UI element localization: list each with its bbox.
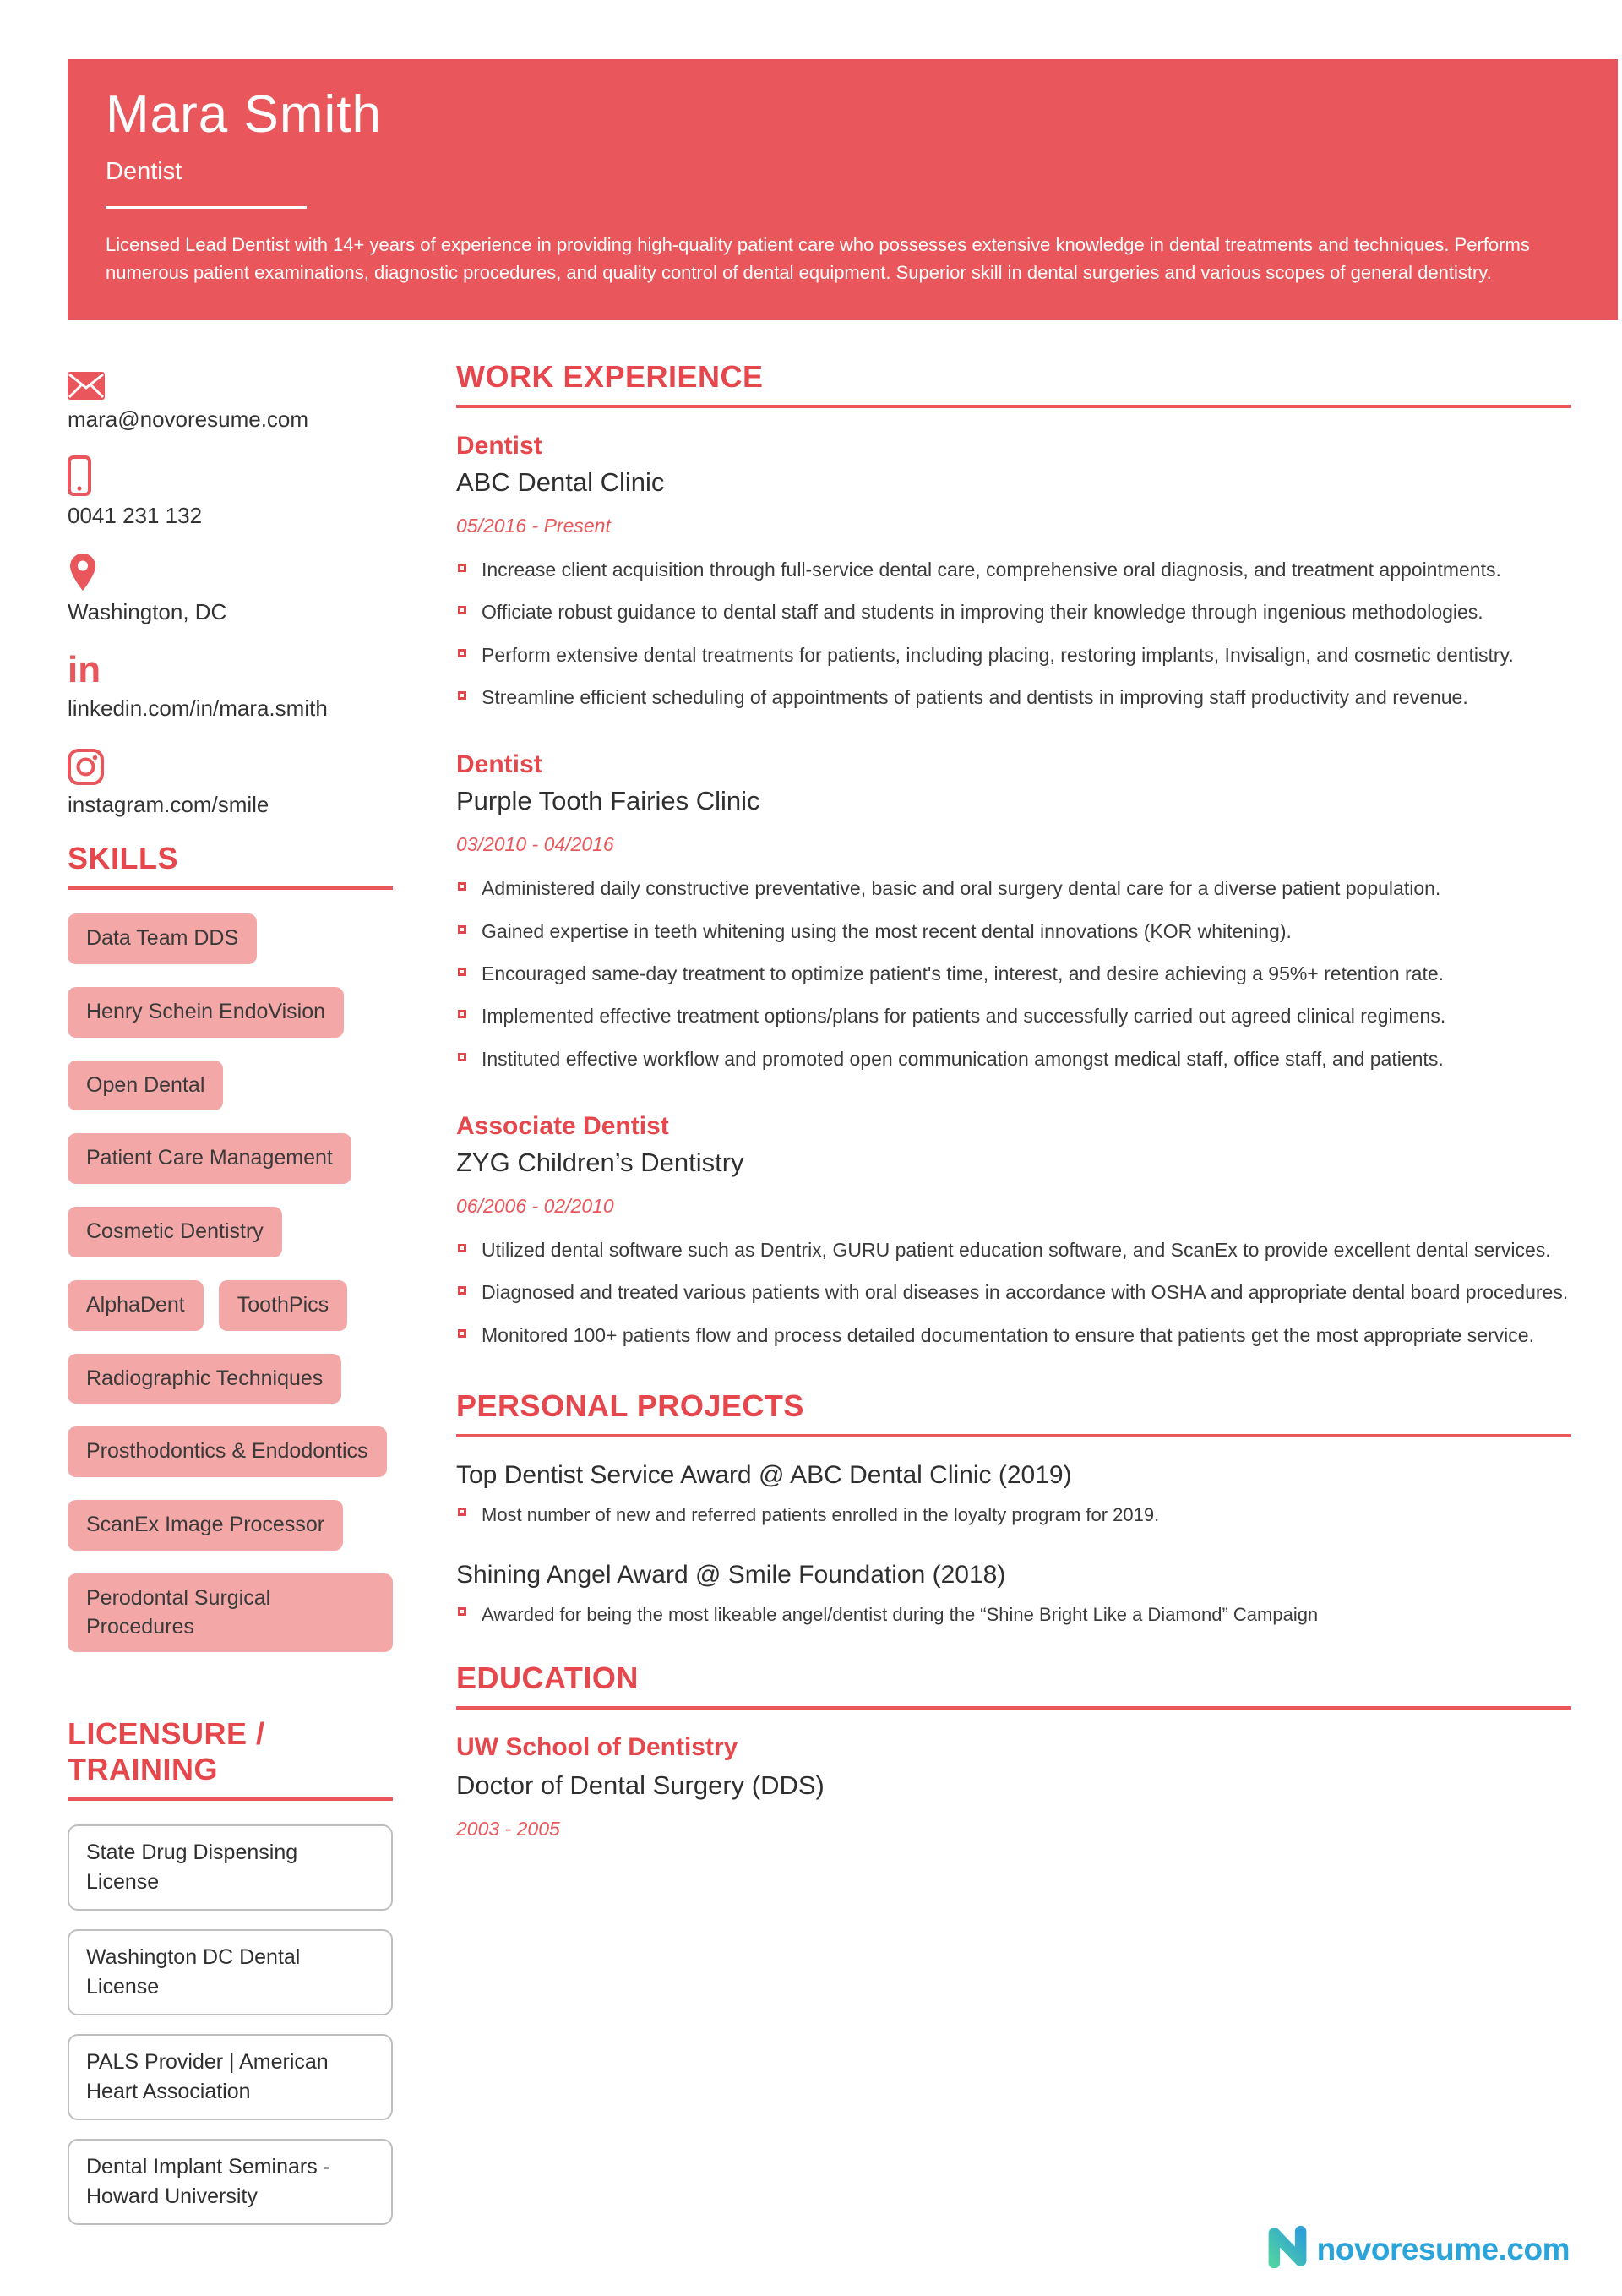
- job-bullets: [456, 556, 1571, 712]
- degree-name: Doctor of Dental Surgery (DDS): [456, 1770, 825, 1800]
- bullet-text: Perform extensive dental treatments for patients, including placing, restoring implants, Invisalign, and cosmetic dentistry.: [482, 643, 1514, 666]
- square-bullet-icon: [458, 1607, 466, 1616]
- square-bullet-icon: [458, 1286, 466, 1295]
- email-value: mara@novoresume.com: [68, 406, 309, 432]
- bullet-item: [456, 1279, 1571, 1306]
- education-entry: [456, 1733, 1571, 1841]
- skill-pill: Open Dental: [68, 1061, 223, 1111]
- school-name: UW School of Dentistry: [456, 1732, 738, 1761]
- linkedin-value: linkedin.com/in/mara.smith: [68, 695, 328, 721]
- bullet-item: [456, 1045, 1571, 1073]
- license-item: PALS Provider | American Heart Association: [68, 2034, 393, 2120]
- mail-icon: [68, 359, 393, 400]
- education-heading: EDUCATION: [456, 1661, 1571, 1710]
- bullet-text: Awarded for being the most likeable angel/dentist during the “Shine Bright Like a Diamond” Campaign: [482, 1604, 1319, 1626]
- contact-email: [68, 359, 393, 433]
- project-entry: [456, 1461, 1571, 1529]
- bullet-text: Increase client acquisition through full-service dental care, comprehensive oral diagnosis, and treatment appointments.: [482, 559, 1501, 581]
- project-title: Top Dentist Service Award @ ABC Dental Clinic (2019): [456, 1461, 1072, 1490]
- skill-pill: Data Team DDS: [68, 913, 257, 964]
- person-name: Mara Smith: [106, 85, 382, 144]
- job-entry: [456, 750, 1571, 1073]
- instagram-icon: [68, 744, 393, 785]
- square-bullet-icon: [458, 1244, 466, 1252]
- instagram-value: instagram.com/smile: [68, 792, 269, 817]
- personal-projects-heading: PERSONAL PROJECTS: [456, 1388, 1571, 1437]
- contact-instagram: [68, 744, 393, 818]
- education-date-range: 2003 - 2005: [456, 1817, 560, 1840]
- skill-pill: Radiographic Techniques: [68, 1354, 341, 1404]
- location-value: Washington, DC: [68, 599, 227, 624]
- bullet-item: [456, 641, 1571, 669]
- license-item: Dental Implant Seminars - Howard University: [68, 2139, 393, 2225]
- job-bullets: [456, 1236, 1571, 1350]
- skills-list: [68, 913, 393, 1652]
- linkedin-icon: in: [68, 649, 101, 690]
- job-entry: [456, 432, 1571, 712]
- project-entry: [456, 1561, 1571, 1628]
- company-name: ABC Dental Clinic: [456, 467, 665, 497]
- bullet-item: [456, 1502, 1571, 1529]
- phone-value: 0041 231 132: [68, 503, 203, 528]
- novoresume-site-text: novoresume.com: [1316, 2231, 1570, 2266]
- job-title: Dentist: [456, 432, 542, 460]
- phone-icon: [68, 455, 393, 496]
- bullet-text: Most number of new and referred patients enrolled in the loyalty program for 2019.: [482, 1504, 1160, 1526]
- bullet-item: [456, 1002, 1571, 1030]
- content-columns: [0, 320, 1622, 2244]
- company-name: ZYG Children’s Dentistry: [456, 1148, 744, 1178]
- bullet-item: [456, 684, 1571, 712]
- project-title: Shining Angel Award @ Smile Foundation (2018): [456, 1561, 1006, 1590]
- square-bullet-icon: [458, 968, 466, 976]
- bullet-text: Utilized dental software such as Dentrix, GURU patient education software, and ScanEx to provide excellent dental services.: [482, 1239, 1551, 1262]
- license-item: State Drug Dispensing License: [68, 1824, 393, 1911]
- skill-pill: Henry Schein EndoVision: [68, 987, 344, 1038]
- skill-pill: ScanEx Image Processor: [68, 1500, 343, 1551]
- square-bullet-icon: [458, 691, 466, 700]
- bullet-text: Monitored 100+ patients flow and process detailed documentation to ensure that patients get the most appropriate service.: [482, 1323, 1534, 1346]
- bullet-item: [456, 875, 1571, 903]
- resume-header: [68, 59, 1618, 320]
- bullet-item: [456, 598, 1571, 626]
- job-title: Associate Dentist: [456, 1112, 669, 1141]
- work-experience-heading: WORK EXPERIENCE: [456, 359, 1571, 408]
- job-title: Dentist: [456, 750, 542, 779]
- square-bullet-icon: [458, 1010, 466, 1018]
- square-bullet-icon: [458, 1329, 466, 1338]
- summary-text: Licensed Lead Dentist with 14+ years of experience in providing high-quality patient care who possesses extensive knowledge in dental treatments and techniques. Performs numerous patient examinations, diagnostic procedures, and quality control of dental equipment. Superior skill in dental surgeries and various scopes of general dentistry.: [106, 234, 1530, 283]
- date-range: 03/2010 - 04/2016: [456, 833, 614, 856]
- bullet-text: Implemented effective treatment options/plans for patients and successfully carried out agreed clinical regimens.: [482, 1005, 1446, 1028]
- bullet-text: Officiate robust guidance to dental staff and students in improving their knowledge through ingenious methodologies.: [482, 601, 1483, 624]
- right-column: [456, 359, 1571, 2244]
- bullet-text: Administered daily constructive preventative, basic and oral surgery dental care for a diverse patient population.: [482, 877, 1441, 900]
- skill-pill: Patient Care Management: [68, 1133, 351, 1184]
- bullet-item: [456, 1601, 1571, 1628]
- licensure-list: [68, 1824, 393, 2225]
- skill-pill: Cosmetic Dentistry: [68, 1207, 282, 1257]
- skill-pill: ToothPics: [219, 1280, 347, 1331]
- skills-heading: SKILLS: [68, 841, 393, 890]
- skill-pill: AlphaDent: [68, 1280, 204, 1331]
- bullet-item: [456, 918, 1571, 946]
- header-divider: [106, 206, 307, 209]
- job-entry: [456, 1112, 1571, 1350]
- contact-linkedin: [68, 648, 393, 722]
- skill-pill: Prosthodontics & Endodontics: [68, 1426, 387, 1477]
- bullet-item: [456, 1322, 1571, 1350]
- skill-pill: Perodontal Surgical Procedures: [68, 1573, 393, 1653]
- bullet-text: Gained expertise in teeth whitening using the most recent dental innovations (KOR whitening).: [482, 919, 1292, 942]
- square-bullet-icon: [458, 649, 466, 657]
- novoresume-logo[interactable]: [1266, 2226, 1570, 2272]
- bullet-text: Diagnosed and treated various patients with oral diseases in accordance with OSHA and appropriate dental board procedures.: [482, 1281, 1569, 1304]
- bullet-item: [456, 1236, 1571, 1264]
- bullet-item: [456, 960, 1571, 988]
- contact-phone: [68, 455, 393, 529]
- licensure-heading: LICENSURE / TRAINING: [68, 1716, 393, 1801]
- bullet-item: [456, 556, 1571, 584]
- square-bullet-icon: [458, 925, 466, 934]
- bullet-text: Encouraged same-day treatment to optimize patient's time, interest, and desire achieving a 95%+ retention rate.: [482, 963, 1445, 985]
- bullet-text: Instituted effective workflow and promoted open communication amongst medical staff, office staff, and patients.: [482, 1047, 1444, 1070]
- location-pin-icon: [68, 552, 393, 592]
- square-bullet-icon: [458, 1508, 466, 1516]
- date-range: 06/2006 - 02/2010: [456, 1195, 614, 1218]
- license-item: Washington DC Dental License: [68, 1929, 393, 2015]
- date-range: 05/2016 - Present: [456, 515, 611, 537]
- novoresume-n-icon: [1266, 2226, 1309, 2272]
- square-bullet-icon: [458, 606, 466, 614]
- square-bullet-icon: [458, 882, 466, 891]
- company-name: Purple Tooth Fairies Clinic: [456, 786, 760, 816]
- square-bullet-icon: [458, 1053, 466, 1061]
- left-column: [68, 359, 393, 2244]
- person-job-title: Dentist: [106, 158, 182, 185]
- bullet-text: Streamline efficient scheduling of appointments of patients and dentists in improving staff productivity and revenue.: [482, 686, 1468, 709]
- square-bullet-icon: [458, 564, 466, 572]
- contact-location: [68, 552, 393, 625]
- job-bullets: [456, 875, 1571, 1073]
